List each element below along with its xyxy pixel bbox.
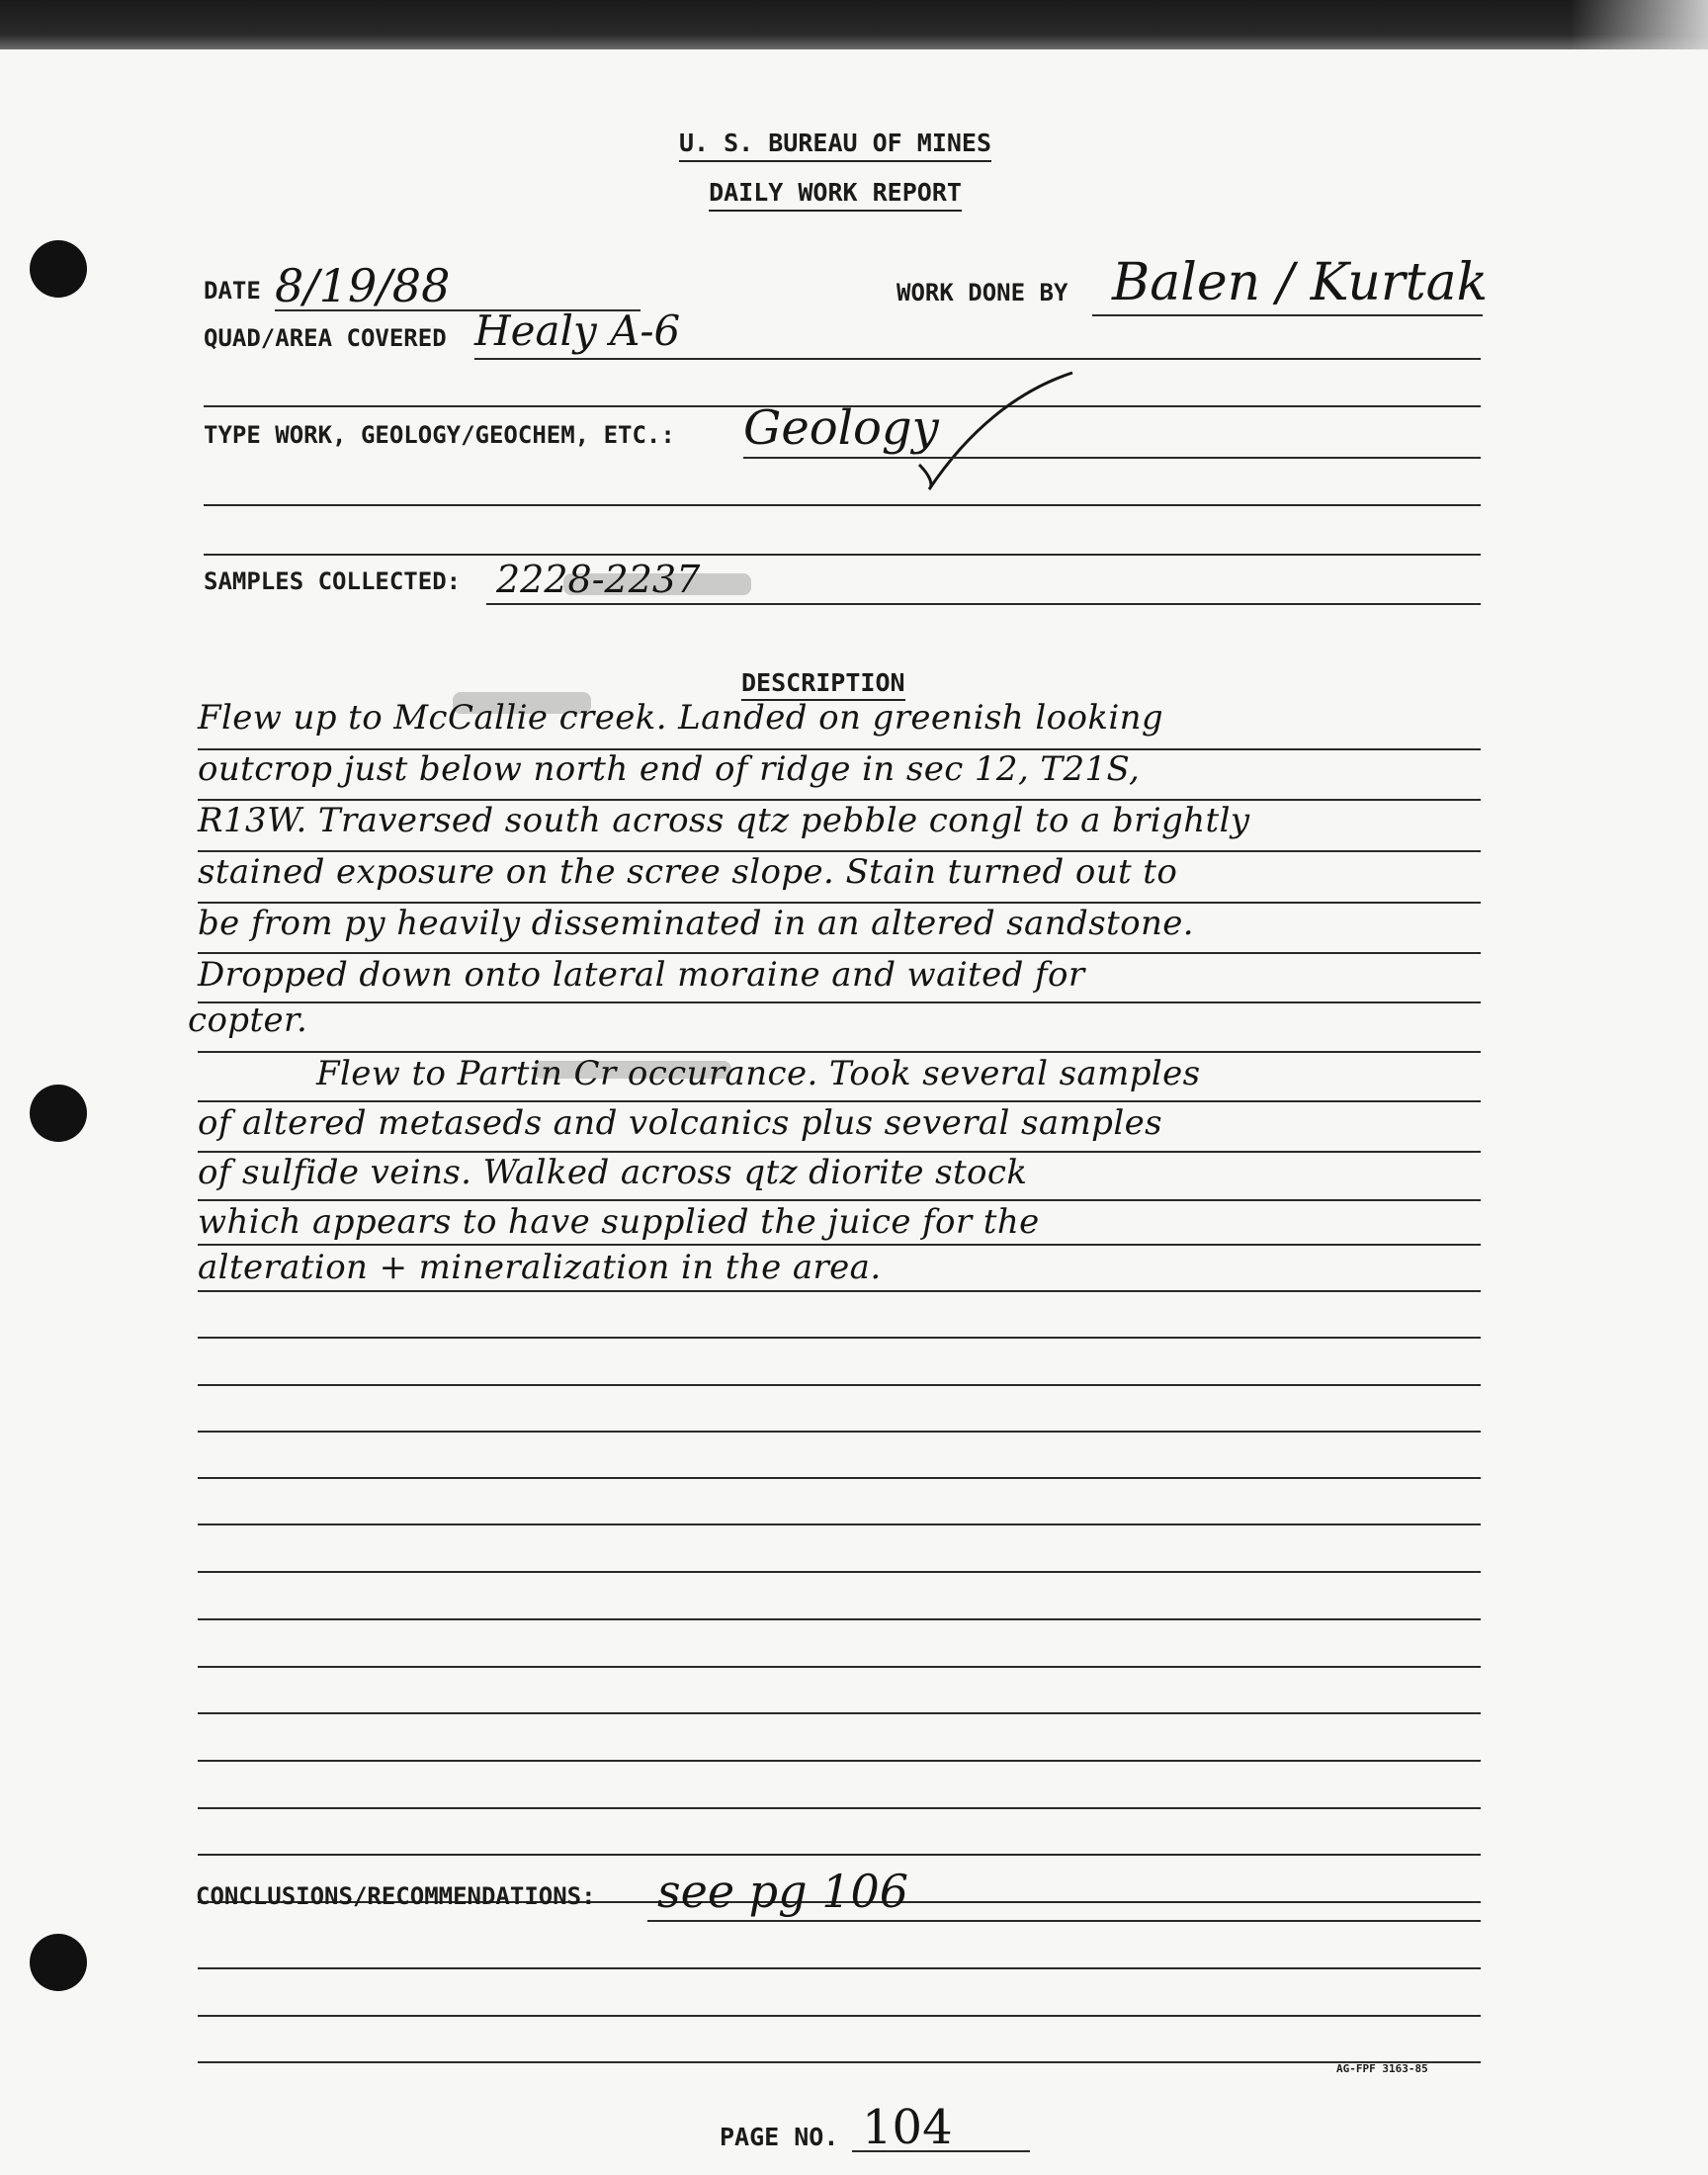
work-done-by-rule (1092, 314, 1483, 316)
description-rule (198, 1290, 1481, 1292)
description-rule (198, 1100, 1481, 1102)
page-number-label: PAGE NO. (720, 2123, 839, 2151)
description-rule (198, 1001, 1481, 1003)
description-line: Dropped down onto lateral moraine and waited for (198, 955, 1085, 995)
blank-rule-3 (204, 554, 1481, 556)
blank-rule (198, 1712, 1481, 1714)
page-number-rule (852, 2150, 1030, 2152)
conclusions-rule (647, 1920, 1481, 1922)
blank-rule (198, 1337, 1481, 1339)
description-line: which appears to have supplied the juice for the (198, 1202, 1040, 1242)
quad-label: QUAD/AREA COVERED (204, 324, 447, 352)
samples-label: SAMPLES COLLECTED: (204, 567, 462, 595)
punch-hole-middle (30, 1085, 87, 1142)
blank-rule (198, 1571, 1481, 1573)
type-work-rule (743, 457, 1481, 459)
type-work-label: TYPE WORK, GEOLOGY/GEOCHEM, ETC.: (204, 421, 675, 449)
description-line: of altered metaseds and volcanics plus several samples (198, 1103, 1162, 1143)
description-rule (198, 1199, 1481, 1201)
conclusions-label: CONCLUSIONS/RECOMMENDATIONS: (196, 1882, 596, 1910)
quad-rule (474, 358, 1481, 360)
blank-rule (198, 1854, 1481, 1856)
blank-rule (198, 1967, 1481, 1969)
samples-rule (486, 603, 1481, 605)
page-number-value: 104 (862, 2100, 953, 2155)
punch-hole-bottom (30, 1934, 87, 1991)
conclusions-value: see pg 106 (657, 1865, 908, 1918)
samples-value: 2228-2237 (496, 558, 701, 601)
description-line: copter. (188, 1000, 308, 1040)
description-line: stained exposure on the scree slope. Stain turned out to (198, 852, 1178, 892)
description-heading: DESCRIPTION (741, 668, 905, 701)
description-line: Flew up to McCallie creek. Landed on greenish looking (198, 698, 1164, 738)
description-line: R13W. Traversed south across qtz pebble congl to a brightly (198, 801, 1250, 840)
blank-rule (198, 1760, 1481, 1762)
description-line: Flew to Partin Cr occurance. Took several samples (316, 1054, 1201, 1093)
description-line: outcrop just below north end of ridge in sec 12, T21S, (198, 749, 1141, 789)
blank-rule (198, 1431, 1481, 1433)
scan-top-border (0, 0, 1708, 49)
blank-rule (198, 1618, 1481, 1620)
blank-rule (198, 1807, 1481, 1809)
work-done-by-label: WORK DONE BY (897, 279, 1068, 306)
blank-rule (198, 1666, 1481, 1668)
blank-rule (198, 1523, 1481, 1525)
type-work-value: Geology (743, 400, 939, 456)
description-line: of sulfide veins. Walked across qtz diorite stock (198, 1153, 1028, 1192)
agency-heading: U. S. BUREAU OF MINES (0, 129, 1670, 157)
description-rule (198, 1051, 1481, 1053)
date-label: DATE (204, 277, 261, 304)
description-line: be from py heavily disseminated in an altered sandstone. (198, 904, 1195, 943)
blank-rule (198, 2061, 1481, 2063)
blank-rule (198, 1384, 1481, 1386)
punch-hole-top (30, 240, 87, 298)
blank-rule-2 (204, 504, 1481, 506)
description-rule (198, 1244, 1481, 1246)
quad-value: Healy A-6 (474, 306, 681, 355)
work-done-by-value: Balen / Kurtak (1112, 253, 1489, 312)
blank-rule (198, 1477, 1481, 1479)
report-title: DAILY WORK REPORT (0, 178, 1670, 207)
blank-rule (198, 2015, 1481, 2017)
description-line: alteration + mineralization in the area. (198, 1248, 882, 1287)
description-rule (198, 952, 1481, 954)
checkmark-icon (909, 371, 1077, 494)
form-code: AG-FPF 3163-85 (1336, 2062, 1428, 2075)
date-value: 8/19/88 (275, 259, 451, 312)
